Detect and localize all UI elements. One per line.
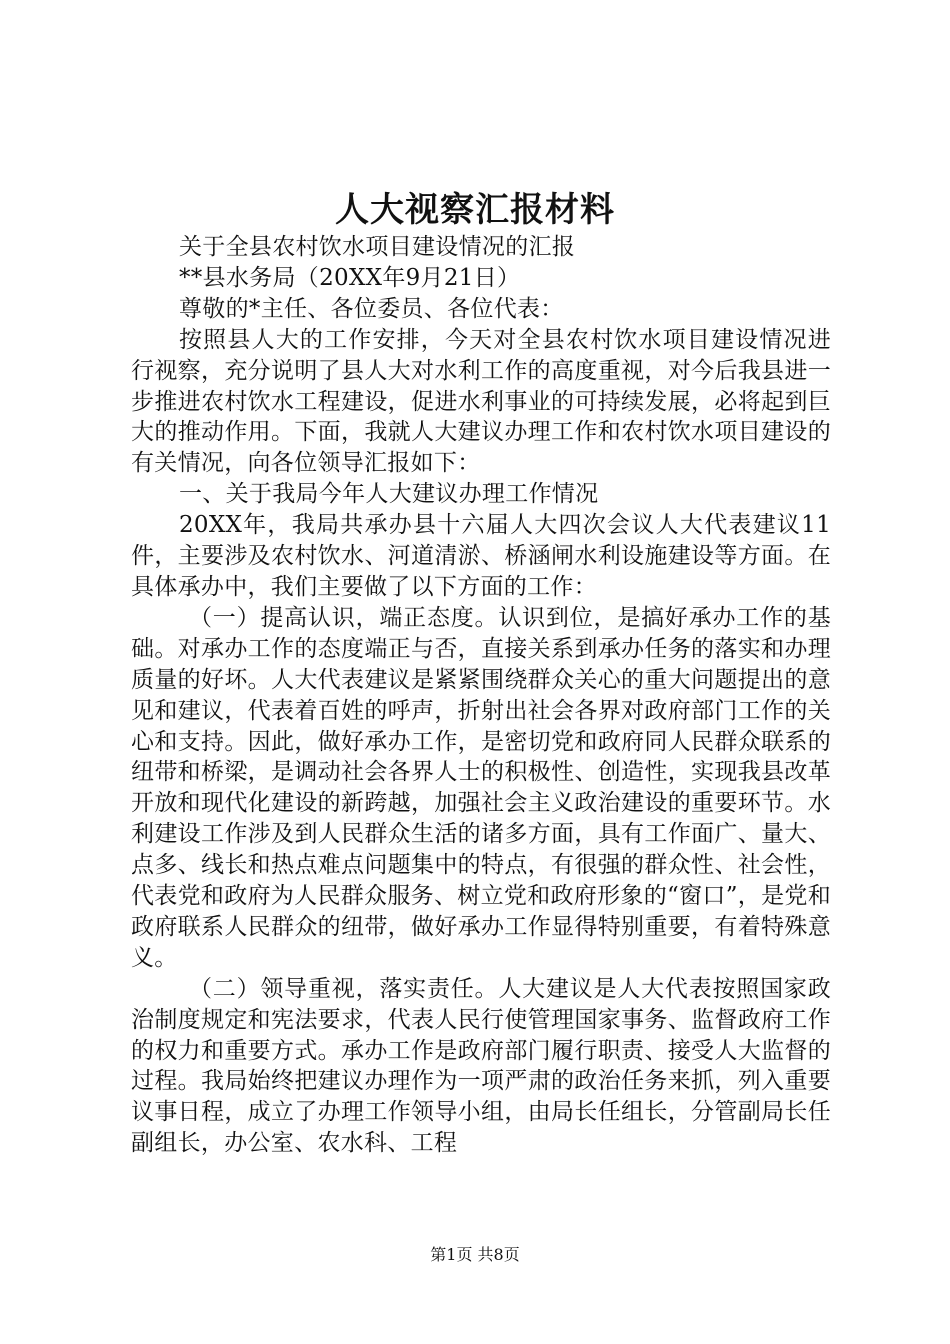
intro-paragraph: 按照县人大的工作安排，今天对全县农村饮水项目建设情况进行视察，充分说明了县人大对水利工作的高度重视，对今后我县进一步推进农村饮水工程建设，促进水利事业的可持续发展，必将起到巨大的推动作用。下面，我就人大建议办理工作和农村饮水项目建设的有关情况，向各位领导汇报如下： xyxy=(131,326,831,477)
subsection-2-paragraph: （二）领导重视，落实责任。人大建议是人大代表按照国家政治制度规定和宪法要求，代表人民行使管理国家事务、监督政府工作的权力和重要方式。承办工作是政府部门履行职责、接受人大监督的过程。我局始终把建议办理作为一项严肃的政治任务来抓，列入重要议事日程，成立了办理工作领导小组，由局长任组长，分管副局长任副组长，办公室、农水科、工程 xyxy=(131,975,831,1157)
document-title: 人大视察汇报材料 xyxy=(335,190,615,230)
report-author-date: **县水务局（20XX年9月21日） xyxy=(179,264,521,291)
salutation: 尊敬的*主任、各位委员、各位代表： xyxy=(179,295,564,322)
subsection-1-paragraph: （一）提高认识，端正态度。认识到位，是搞好承办工作的基础。对承办工作的态度端正与否，直接关系到承办任务的落实和办理质量的好坏。人大代表建议是紧紧围绕群众关心的重大问题提出的意见和建议，代表着百姓的呼声，折射出社会各界对政府部门工作的关心和支持。因此，做好承办工作，是密切党和政府同人民群众联系的纽带和桥梁，是调动社会各界人士的积极性、创造性，实现我县改革开放和现代化建设的新跨越，加强社会主义政治建设的重要环节。水利建设工作涉及到人民群众生活的诸多方面，具有工作面广、量大、点多、线长和热点难点问题集中的特点，有很强的群众性、社会性，代表党和政府为人民群众服务、树立党和政府形象的“窗口”，是党和政府联系人民群众的纽带，做好承办工作显得特别重要，有着特殊意义。 xyxy=(131,604,831,971)
document-body xyxy=(131,232,831,1159)
section-heading-1: 一、关于我局今年人大建议办理工作情况 xyxy=(179,481,599,508)
section-1-paragraph: 20XX年，我局共承办县十六届人大四次会议人大代表建议11件，主要涉及农村饮水、河道清淤、桥涵闸水利设施建设等方面。在具体承办中，我们主要做了以下方面的工作： xyxy=(131,512,831,600)
page-number-footer: 第1页 共8页 xyxy=(430,1245,520,1264)
report-subtitle: 关于全县农村饮水项目建设情况的汇报 xyxy=(179,234,576,260)
